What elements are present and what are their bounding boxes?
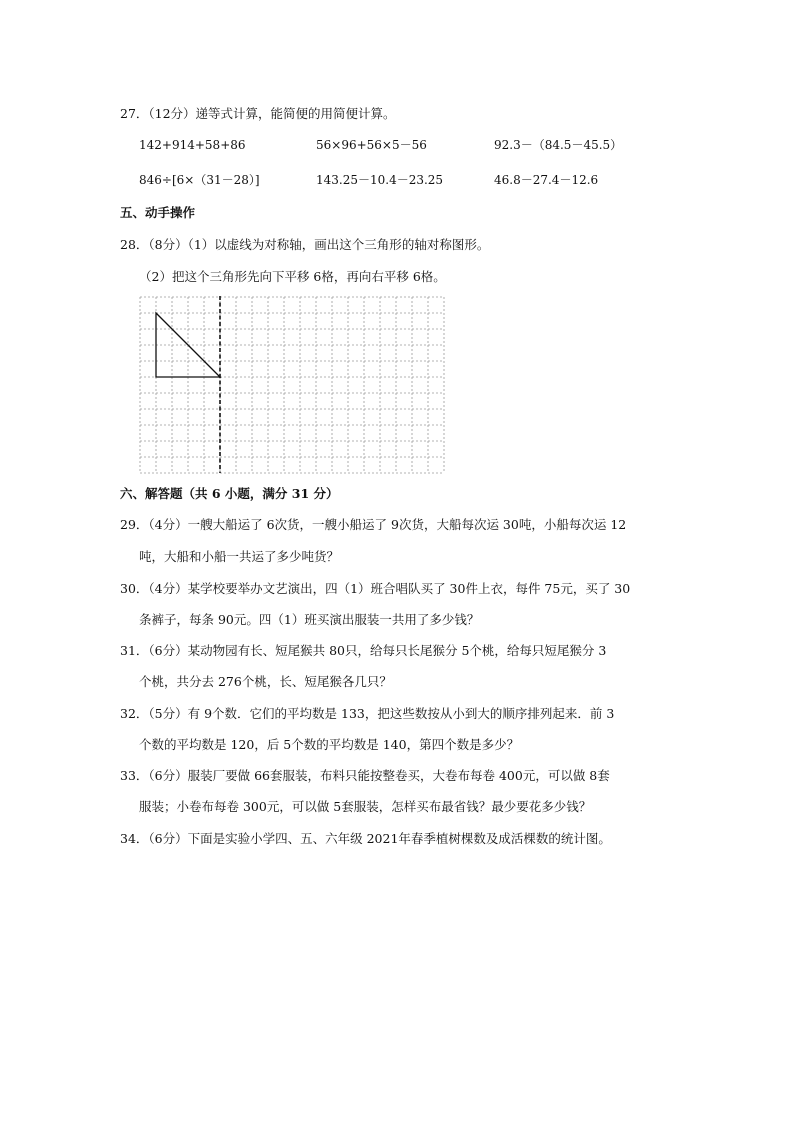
q28-line-1: 28．（8分）（1）以虚线为对称轴，画出这个三角形的轴对称图形。: [120, 237, 490, 252]
q31-line-1: 31．（6分）某动物园有长、短尾猴共 80只，给每只长尾猴分 5个桃，给每只短尾猴分 3: [120, 643, 607, 658]
q31-line-2: 个桃，共分去 276个桃，长、短尾猴各几只？: [139, 674, 392, 689]
q30-line-2: 条裤子，每条 90元。四（1）班买演出服装一共用了多少钱？: [139, 612, 480, 627]
q32-line-2: 个数的平均数是 120，后 5个数的平均数是 140，第四个数是多少？: [139, 737, 520, 752]
q27-expr-5: 143.25－10.4－23.25: [316, 173, 444, 187]
section-5-title: 五、动手操作: [120, 205, 196, 220]
q32-line-1: 32．（5分）有 9个数．它们的平均数是 133，把这些数按从小到大的顺序排列起来．前 3: [120, 706, 615, 721]
q29-line-2: 吨，大船和小船一共运了多少吨货？: [139, 549, 340, 564]
q27-expr-1: 142+914+58+86: [139, 138, 246, 152]
q27-header: 27．（12分）递等式计算，能简便的用简便计算。: [120, 106, 396, 121]
q29-line-1: 29．（4分）一艘大船运了 6次货，一艘小船运了 9次货，大船每次运 30吨，小船每次运 12: [120, 517, 627, 532]
section-6-title: 六、解答题（共 6 小题，满分 31 分）: [120, 486, 339, 501]
q28-line-2: （2）把这个三角形先向下平移 6格，再向右平移 6格。: [139, 269, 446, 284]
q34-line-1: 34．（6分）下面是实验小学四、五、六年级 2021年春季植树棵数及成活棵数的统计图。: [120, 831, 611, 846]
grid-lines: [140, 297, 444, 473]
q27-expr-3: 92.3－（84.5－45.5）: [494, 138, 623, 152]
q33-line-1: 33．（6分）服装厂要做 66套服装，布料只能按整卷买，大卷布每卷 400元，可以做 8套: [120, 768, 610, 783]
q33-line-2: 服装；小卷布每卷 300元，可以做 5套服装，怎样买布最省钱？最少要花多少钱？: [139, 799, 592, 814]
q27-expr-2: 56×96+56×5－56: [316, 138, 427, 152]
q27-expr-4: 846÷[6×（31－28）]: [139, 173, 260, 187]
q30-line-1: 30．（4分）某学校要举办文艺演出，四（1）班合唱队买了 30件上衣，每件 75元，买了 30: [120, 581, 631, 596]
q27-expr-6: 46.8－27.4－12.6: [494, 173, 599, 187]
drawing-grid[interactable]: [139, 296, 445, 478]
